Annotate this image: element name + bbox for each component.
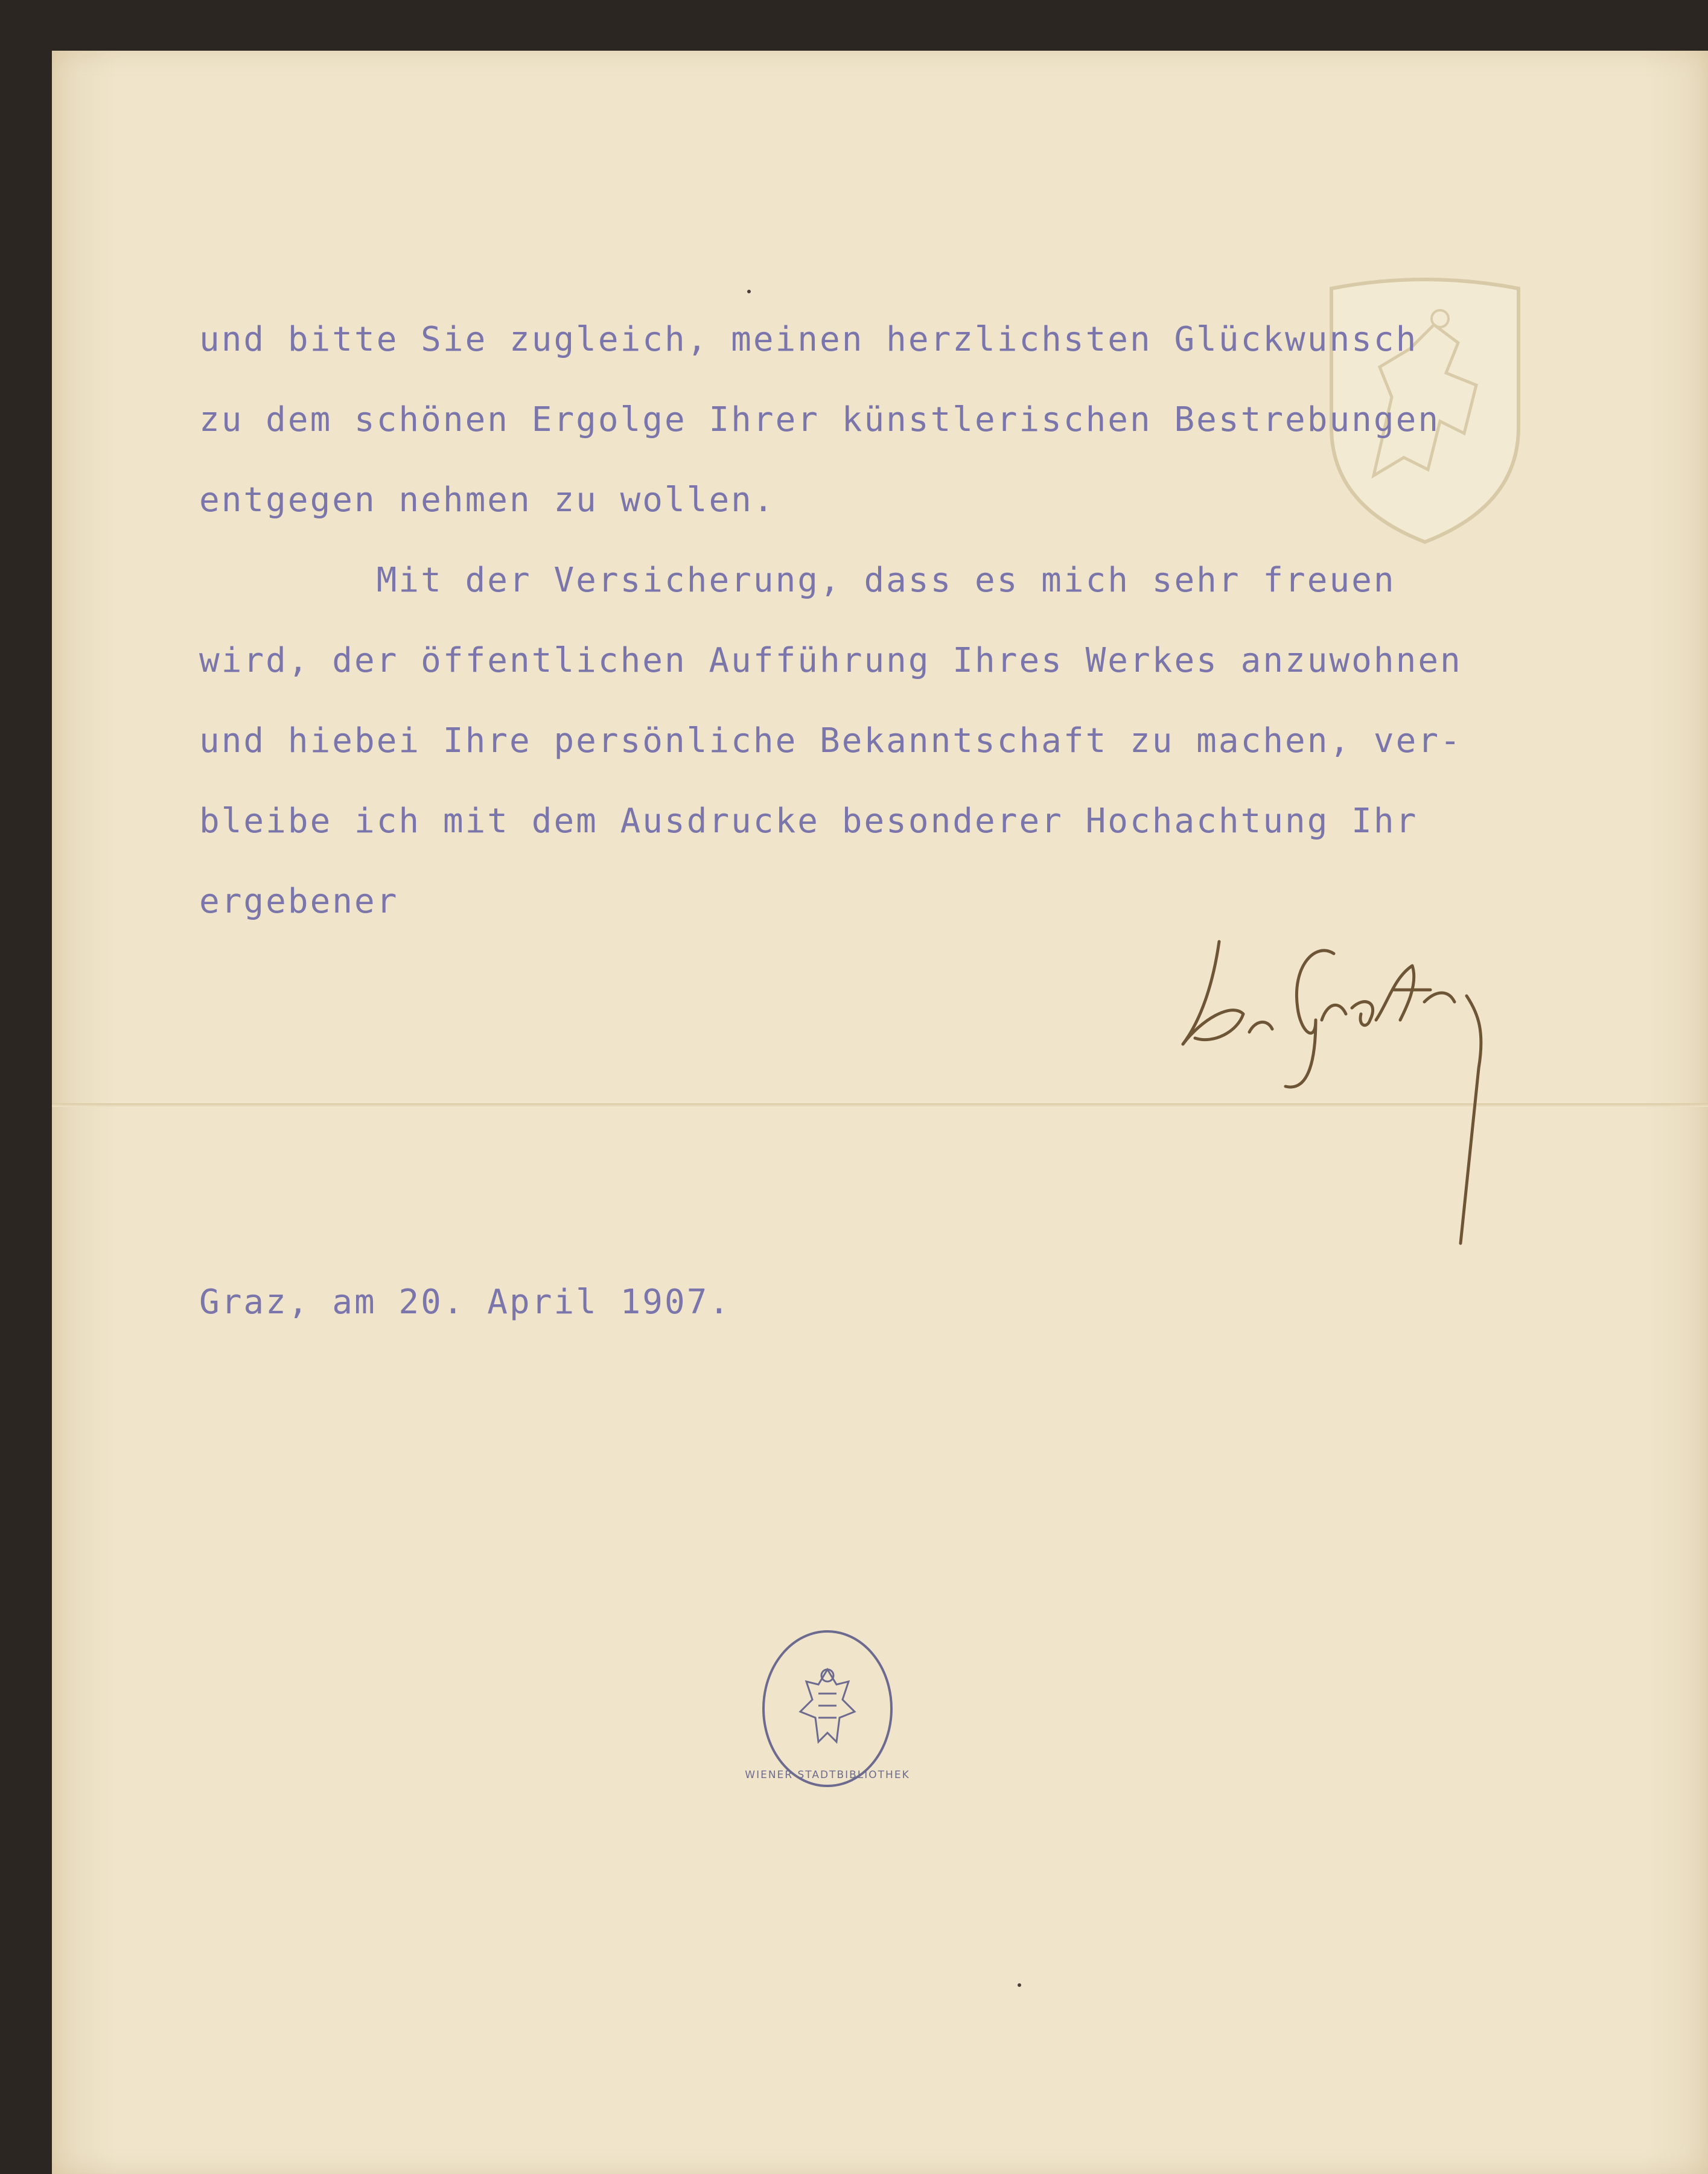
letter-line-1: und bitte Sie zugleich, meinen herzlichsten Glückwunsch [199,320,1418,359]
letter-line-8: ergebener [199,882,399,921]
ink-speck [1018,1983,1021,1987]
letter-line-2: zu dem schönen Ergolge Ihrer künstlerischen Bestrebungen [199,400,1441,439]
library-stamp-text: WIENER STADTBIBLIOTHEK [745,1769,910,1781]
letter-line-5: wird, der öffentlichen Aufführung Ihres Werkes anzuwohnen [199,641,1462,680]
letter-line-4: Mit der Versicherung, dass es mich sehr freuen [199,561,1396,600]
ink-speck [747,290,751,293]
letter-line-6: und hiebei Ihre persönliche Bekanntschaft zu machen, ver- [199,721,1462,760]
letter-line-3: entgegen nehmen zu wollen. [199,480,776,520]
signature [1177,929,1539,1267]
letter-line-7: bleibe ich mit dem Ausdrucke besonderer Hochachtung Ihr [199,802,1418,841]
date-line: Graz, am 20. April 1907. [199,1283,731,1322]
library-stamp [745,1627,910,1790]
